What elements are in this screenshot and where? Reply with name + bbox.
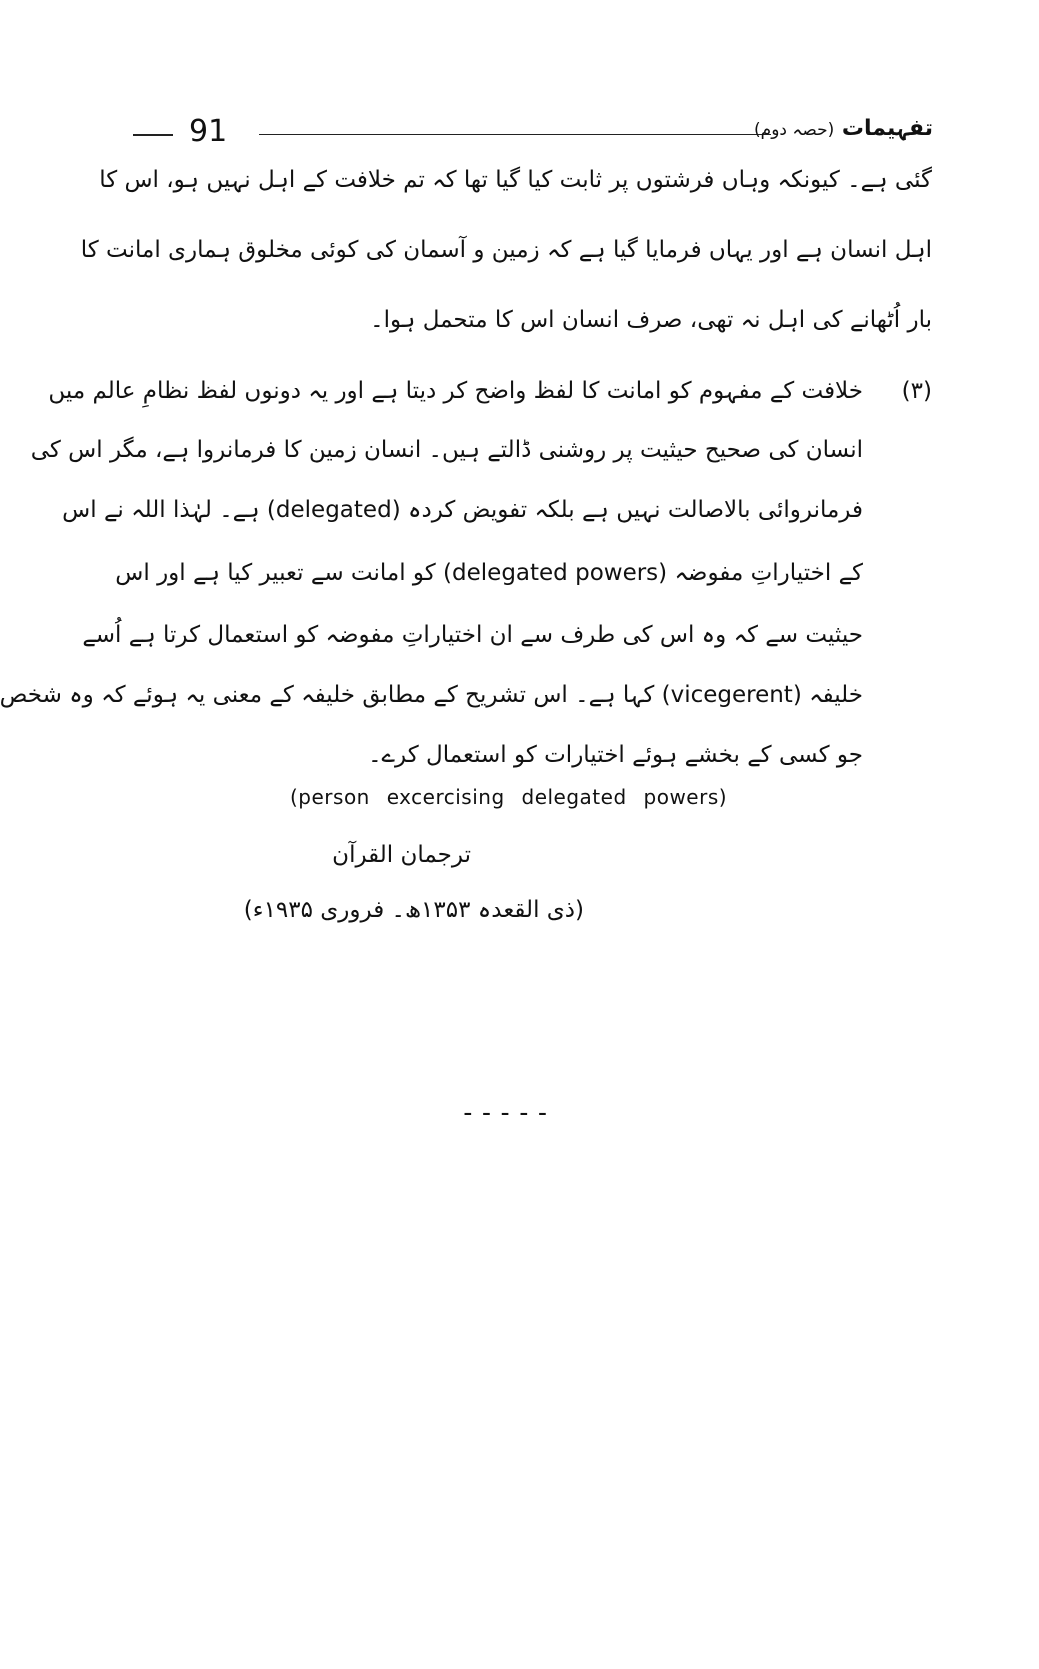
book-title-text: تفہیمات [841,116,933,141]
source-name: ترجمان القرآن [332,842,471,868]
paragraph-2-line-5: حیثیت سے کہ وہ اس کی طرف سے ان اختیاراتِ مفوضہ کو استعمال کرتا ہے اُسے [82,622,863,648]
page-header [133,114,933,154]
source-date: (ذی القعدہ ۱۳۵۳ھ۔ فروری ۱۹۳۵ء) [243,897,584,923]
paragraph-2-line-4: کے اختیاراتِ مفوضہ (delegated powers) کو امانت سے تعبیر کیا ہے اور اس [115,560,863,586]
part-label: (حصہ دوم) [754,120,835,140]
end-mark: ----- [460,1098,554,1128]
paragraph-2-line-7: جو کسی کے بخشے ہوئے اختیارات کو استعمال کرے۔ [368,742,863,768]
paragraph-2-line-3: فرمانروائی بالاصالت نہیں ہے بلکہ تفویض کردہ (delegated) ہے۔ لہٰذا اللہ نے اس [62,497,863,523]
paragraph-1-line-2: اہل انسان ہے اور یہاں فرمایا گیا ہے کہ زمین و آسمان کی کوئی مخلوق ہماری امانت کا [80,237,932,263]
paragraph-1-line-3: بار اُٹھانے کی اہل نہ تھی، صرف انسان اس کا متحمل ہوا۔ [370,307,932,333]
paragraph-2-line-2: انسان کی صحیح حیثیت پر روشنی ڈالتے ہیں۔ انسان زمین کا فرمانروا ہے، مگر اس کی [30,437,863,463]
page-number: 91 [189,114,228,149]
header-dash [133,134,173,136]
header-rule [259,134,771,135]
english-gloss: (person excercising delegated powers) [290,785,728,809]
paragraph-1-line-1: گئی ہے۔ کیونکہ وہاں فرشتوں پر ثابت کیا گیا تھا کہ تم خلافت کے اہل نہیں ہو، اس کا [99,167,932,193]
paragraph-2-line-1: خلافت کے مفہوم کو امانت کا لفظ واضح کر دیتا ہے اور یہ دونوں لفظ نظامِ عالم میں [48,378,863,404]
paragraph-2-number: (۳) [901,378,932,404]
paragraph-2-line-6: خلیفہ (vicegerent) کہا ہے۔ اس تشریح کے مطابق خلیفہ کے معنی یہ ہوئے کہ وہ شخص [0,682,863,708]
book-title [754,116,933,141]
